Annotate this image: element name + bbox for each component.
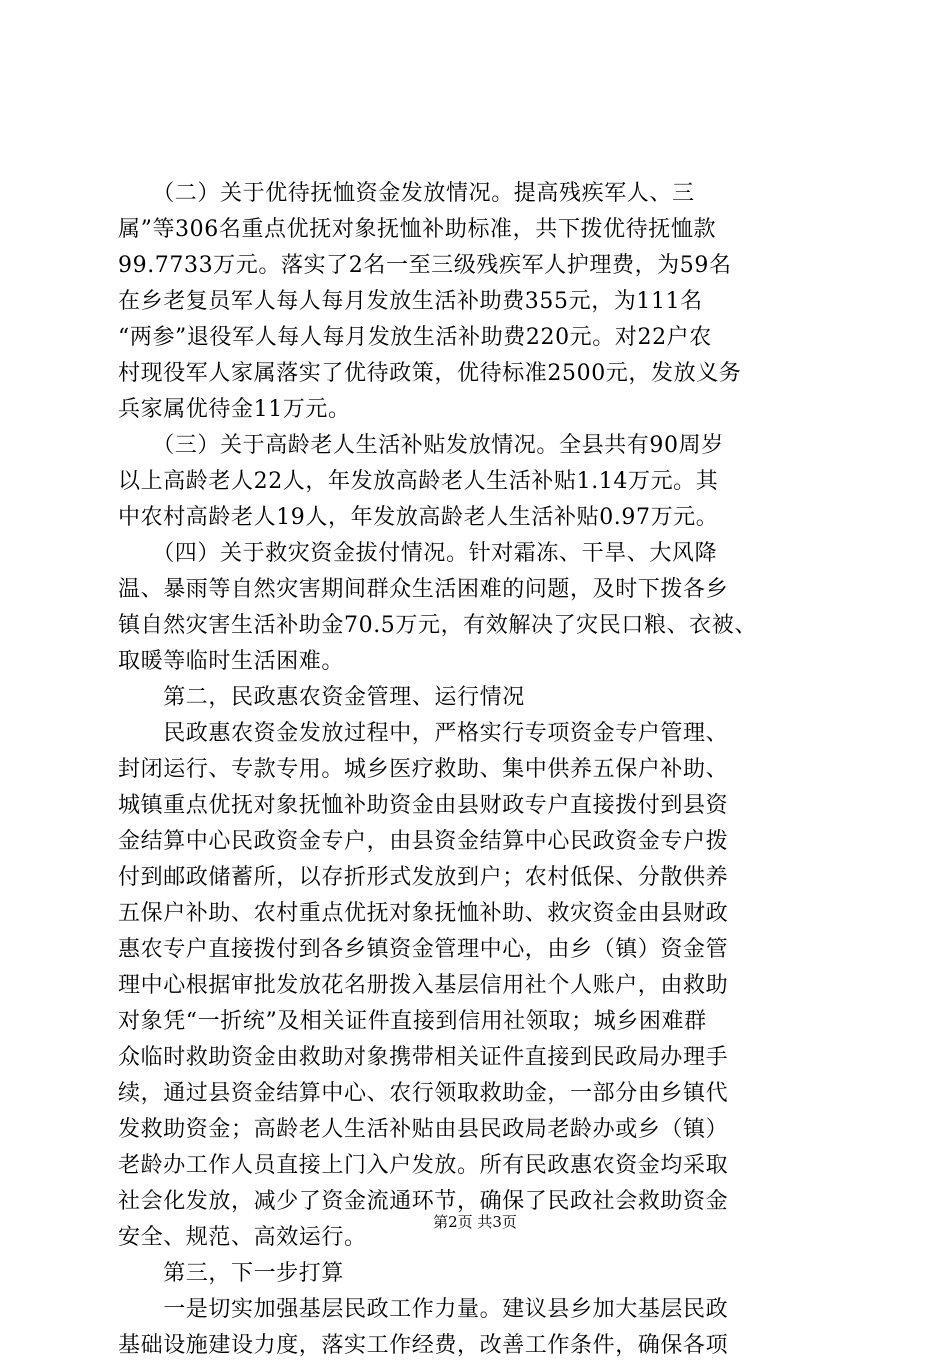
text-line: 取暖等临时生活困难。 <box>118 649 345 674</box>
text-line: 五保户补助、农村重点优抚对象抚恤补助、救灾资金由县财政 <box>118 901 729 926</box>
text-line: 众临时救助资金由救助对象携带相关证件直接到民政局办理手 <box>118 1045 729 1070</box>
text-line: 理中心根据审批发放花名册拨入基层信用社个人账户，由救助 <box>118 973 729 998</box>
text-line: 属”等306名重点优抚对象抚恤补助标准，共下拨优待抚恤款 <box>118 217 717 242</box>
text-line: 在乡老复员军人每人每月发放生活补助费355元，为111名 <box>118 289 703 314</box>
text-line: 民政惠农资金发放过程中，严格实行专项资金专户管理、 <box>118 721 729 746</box>
text-line: （二）关于优待抚恤资金发放情况。提高残疾军人、三 <box>118 181 695 206</box>
text-line: 对象凭“一折统”及相关证件直接到信用社领取；城乡困难群 <box>118 1009 707 1034</box>
text-line: （四）关于救灾资金拔付情况。针对霜冻、干旱、大风降 <box>118 541 718 566</box>
text-line: 封闭运行、专款专用。城乡医疗救助、集中供养五保户补助、 <box>118 757 729 782</box>
section-heading: 第二，民政惠农资金管理、运行情况 <box>118 685 525 710</box>
text-line: 以上高龄老人22人，年发放高龄老人生活补贴1.14万元。其 <box>118 469 719 494</box>
section-heading: 第三，下一步打算 <box>118 1261 345 1286</box>
text-line: 兵家属优待金11万元。 <box>118 397 351 422</box>
text-line: 99.7733万元。落实了2名一至三级残疾军人护理费，为59名 <box>118 253 732 278</box>
text-line: 城镇重点优抚对象抚恤补助资金由县财政专户直接拨付到县资 <box>118 793 729 818</box>
text-line: 惠农专户直接拨付到各乡镇资金管理中心，由乡（镇）资金管 <box>118 937 729 962</box>
text-line: 中农村高龄老人19人，年发放高龄老人生活补贴0.97万元。 <box>118 505 719 530</box>
text-line: 付到邮政储蓄所，以存折形式发放到户；农村低保、分散供养 <box>118 865 729 890</box>
document-body <box>118 176 838 1364</box>
page-number-footer: 第2页 共3页 <box>433 1213 517 1231</box>
text-line: 村现役军人家属落实了优待政策，优待标准2500元，发放义务 <box>118 361 742 386</box>
text-line: 老龄办工作人员直接上门入户发放。所有民政惠农资金均采取 <box>118 1153 729 1178</box>
text-line: 社会化发放，减少了资金流通环节，确保了民政社会救助资金 <box>118 1189 729 1214</box>
text-line: 一是切实加强基层民政工作力量。建议县乡加大基层民政 <box>118 1297 729 1322</box>
text-line: 基础设施建设力度，落实工作经费，改善工作条件，确保各项 <box>118 1333 729 1358</box>
text-line: 安全、规范、高效运行。 <box>118 1225 367 1250</box>
text-line: 续，通过县资金结算中心、农行领取救助金，一部分由乡镇代 <box>118 1081 729 1106</box>
text-line: “两参”退役军人每人每月发放生活补助费220元。对22户农 <box>118 325 712 350</box>
text-line: 温、暴雨等自然灾害期间群众生活困难的问题，及时下拨各乡 <box>118 577 729 602</box>
text-line: 镇自然灾害生活补助金70.5万元，有效解决了灾民口粮、衣被、 <box>118 613 757 638</box>
text-line: （三）关于高龄老人生活补贴发放情况。全县共有90周岁 <box>118 433 724 458</box>
text-line: 发救助资金；高龄老人生活补贴由县民政局老龄办或乡（镇） <box>118 1117 729 1142</box>
text-line: 金结算中心民政资金专户，由县资金结算中心民政资金专户拨 <box>118 829 729 854</box>
